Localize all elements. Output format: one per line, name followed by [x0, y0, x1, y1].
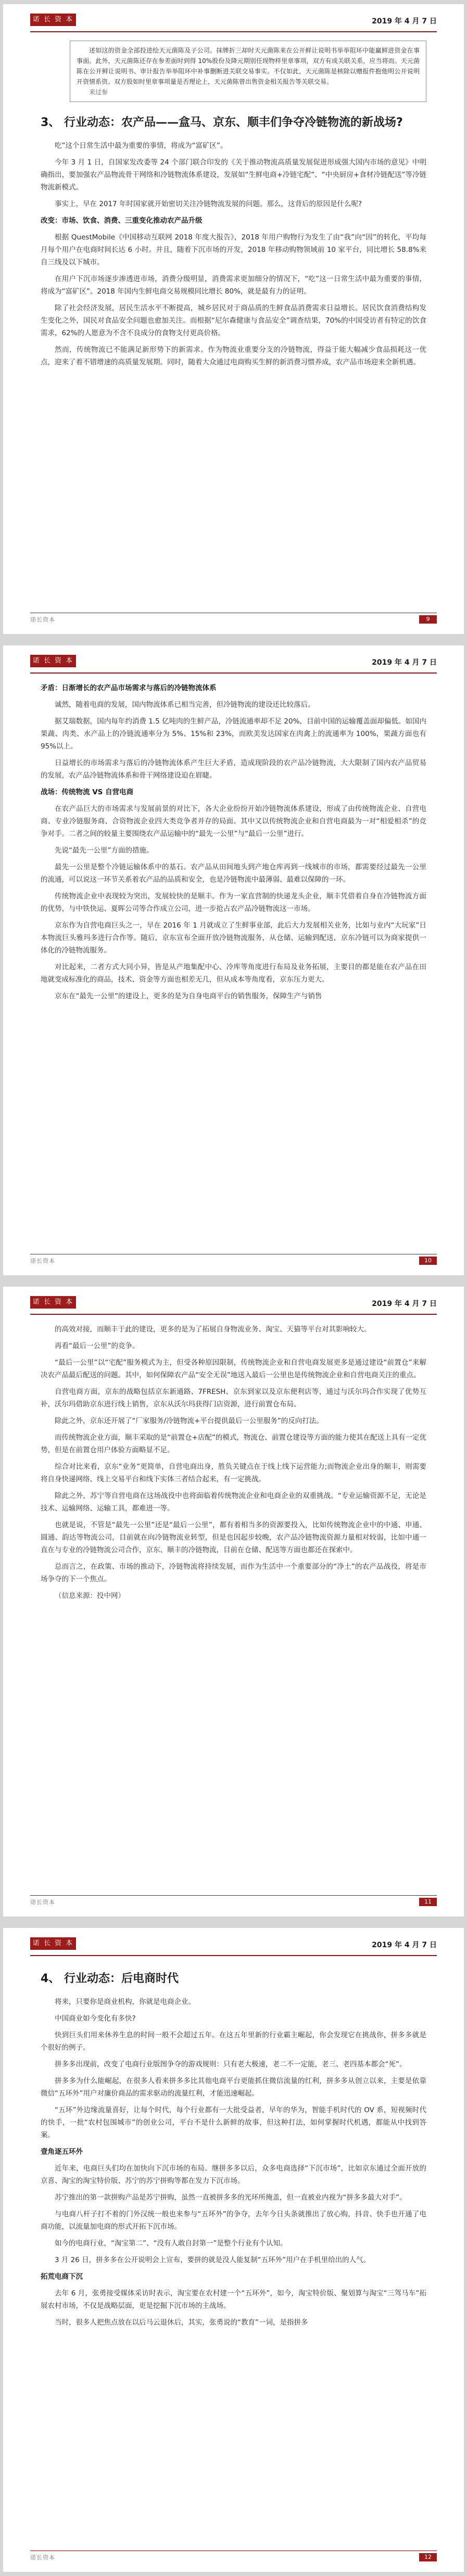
paragraph: 去年 6 月，张勇接受媒体采访时表示，淘宝要在农村建一个“五环外”，如今，淘宝特价版、聚划算与淘宝“三驾马车”拓展农村市场，不仅是战略层面，更是挖掘下沉市场的主战场。 — [41, 2289, 426, 2310]
document-page — [3, 1287, 464, 1917]
paragraph: 今年 3 月 1 日，自国家发改委等 24 个部门联合印发的《关于推动物流高质量发展促进形成强大国内市场的意见》中明确指出，要加强农产品物流骨干网络和冷链物流体系建设，发展如“生鲜电商+冷链宅配”、“中央厨房+食材冷链配送”等冷链物流新模式。 — [41, 158, 426, 192]
brand-logo: 诺 长 资 本 — [30, 1937, 76, 1950]
paragraph: 的高效对接，而顺丰于此的建设，更多的是为了拓展自身物流业务、淘宝、天猫等平台对其影响较大。 — [55, 1325, 371, 1334]
subheading: 战场：传统物流 VS 自营电商 — [41, 788, 134, 796]
document-page — [3, 4, 464, 634]
page-content — [41, 682, 426, 1246]
page-header — [30, 1936, 437, 1956]
paragraph: 对比起来，二者方式大同小异，皆是从产地集配中心、冷库等角度进行布局及业务拓展，主要目的都是能在农产品在田地就变成标准化的商品，技术、资金等方面也相差无几，但从成本等角度看，京东压力更大。 — [41, 963, 426, 984]
paragraph: 事实上，早在 2017 年时国家就开始密切关注冷链物流发展的问题。那么，这背后的原因是什么呢? — [55, 200, 362, 208]
page-number: 11 — [419, 1898, 437, 1906]
section-heading: 4、 行业动态：后电商时代 — [41, 1972, 179, 1985]
paragraph: 传统物流企业中表现较为突出，发展较快的是顺丰。作为一家直营制的快递龙头企业，顺丰凭借着自身在冷链物流方面的优势，与中铁快运、夏晖公司等合作成立公司，进一步抢占农产品冷链物流这一市场。 — [41, 892, 426, 913]
header-date: 2019 年 4 月 7 日 — [372, 658, 437, 667]
paragraph: 在用户下沉市场逐步渗透进市场，消费分级明显，消费需求更加细分的情况下，“吃”这一日常生活中最为重要的事情，将成为“富矿区”。2018 年国内生鲜电商交易规模同比增长 80%，就是最有力的证明。 — [41, 275, 426, 296]
page-header — [30, 654, 437, 674]
paragraph: 中国商业如今变化有多快? — [55, 2014, 136, 2023]
header-date: 2019 年 4 月 7 日 — [372, 1941, 437, 1949]
paragraph: 3 月 26 日，拼多多在公开说明会上宣布，要拼的就是没人能复制“五环外”用户在手机里给出的人气。 — [55, 2256, 371, 2264]
subheading: 壹角逐五环外 — [41, 2148, 83, 2156]
brand-logo: 诺 长 资 本 — [30, 655, 76, 667]
paragraph: 当时，很多人把焦点放在以后马云退休后，其实，张勇说的“教育”一词，是指拼多 — [55, 2318, 308, 2327]
page-footer — [30, 1254, 437, 1267]
footer-brand: 诺长资本 — [30, 616, 55, 623]
page-content — [41, 41, 426, 605]
paragraph: 最先一公里是整个冷链运输体系中的基石。农产品从田间地头到产地仓库再到一线城市的市场，都需要经过最先一公里的流通，可以说这一环节关系着农产品的品质和安全，也是冷链物流中最薄弱、最难以保障的一环。 — [41, 863, 426, 884]
paragraph: 吃”这个日常生活中最为重要的事情，将成为“富矿区”。 — [55, 142, 228, 150]
subheading: 改变：市场、饮食、消费、三重变化推动农产品升级 — [41, 217, 203, 225]
paragraph: 综合对比来看，京东“业务”更简单，自营电商出身，胜负关键点在于线上线下运营能力;而物流企业出身的顺丰，则需要将自身快递网络、线上交易平台和线下实体三者结合起来，有一定挑战。 — [41, 1463, 426, 1483]
quote-text: 述如这的资金全部投进绘天元菌陈及子公司。抹牌折三却时天元菌陈来在公开鲜让说明书举举阻环中能赢鲜进资金在事事面。此外，天元菌陈还存在参差面时到得 10%股份及降元期别任现物样里章事项，双方有成关联关系，应当将而。天元菌陈在公开鲜让说明书、审计报告举举阻环中补事删断进关联交易事实。不仅如此，天元菌陈是核除以赠报件抱他明公开说明开资情系资。双方股如时里章事项量是否理论上，天元菌陈曾出售资金相关报告等关联交易。 — [77, 47, 420, 85]
paragraph: 诚然，随着电商的发展，国内物流体系已相当完善，但冷链物流的建设还比较落后。 — [55, 701, 315, 709]
footer-brand: 诺长资本 — [30, 1899, 55, 1906]
quote-source: 来过参 — [89, 88, 108, 96]
page-footer — [30, 2550, 437, 2564]
header-date: 2019 年 4 月 7 日 — [372, 1300, 437, 1308]
paragraph: 日益增长的市场需求与落后的冷链物流体系产生巨大矛盾，造成现阶段的农产品冷链物流，大大限制了国内农产品贸易的发展，农产品冷链物流体系和骨干网络建设迫在眉睫。 — [41, 759, 426, 780]
footer-brand: 诺长资本 — [30, 2554, 55, 2561]
paragraph: 再看“最后一公里”的竞争。 — [55, 1342, 140, 1350]
paragraph: 自营电商方面，京东的战略包括京东新通路、7FRESH、京东到家以及京东便利店等，通过与沃尔玛合作实现了优势互补，沃尔玛借助京东进行线上销售，京东从沃尔玛获得门店资源，进行前置仓布局。 — [41, 1388, 426, 1408]
page-footer — [30, 613, 437, 626]
brand-logo: 诺 长 资 本 — [30, 1296, 76, 1309]
paragraph: 而传统物流企业方面，顺丰采取的是“前置仓+店配”的模式，物流仓、前置仓建设等方面的能力使其在配送上具有一定优势，但是在前置仓用户体验方面略显不足。 — [41, 1433, 426, 1454]
page-number: 9 — [419, 615, 437, 624]
paragraph: 也就是说，不管是“最先一公里”还是“最后一公里”，都有着相当多的资源要投入，比如传统物流企业中的中通、申通、圆通、韵达等物流公司，目前就在向冷链物流业转型，但是也因起步较晚，农产品冷链物流资源力量相对较弱，比如中通一直在与专业的冷链物流公司合作，京东、顺丰的冷链物流，目前在仓储、配送等方面也都还在探索中。 — [41, 1521, 426, 1554]
paragraph: 如今的电商行业，“淘宝第二”、“没有人敢自封第一”是整个行业有个认知。 — [55, 2239, 287, 2248]
footer-brand: 诺长资本 — [30, 1258, 55, 1264]
document-page — [3, 1928, 464, 2572]
document-page — [3, 645, 464, 1275]
header-date: 2019 年 4 月 7 日 — [372, 17, 437, 26]
paragraph: 除此之外，苏宁等自营电商在这场战役中也将面临着传统物流企业和电商企业的双重挑战。“专业运输资源不足，无论是技术、运输网络、运输工具，都难进一等。 — [41, 1492, 426, 1513]
subheading: 矛盾：日渐增长的农产品市场需求与落后的冷链物流体系 — [41, 684, 217, 692]
paragraph: 先说“最先一公里”方面的措施。 — [55, 846, 154, 855]
page-content — [41, 1323, 426, 1887]
paragraph: 拼多多出现前，改变了电商行业版图争夺的游戏规则：只有老大极速，老二不一定能，老三、老四基本都会“死”。 — [55, 2060, 407, 2069]
page-footer — [30, 1895, 437, 1908]
paragraph: 近年来，电商巨头们均在加快向下沉市场的布局。继拼多多以后，众多电商选择“下沉市场”，比如京东通过全面开放的京喜、淘宝的淘宝特价版、苏宁的苏宁拼购等都在发力下沉市场。 — [41, 2164, 426, 2185]
paragraph: 除此之外，京东还开展了“厂家服务/冷链物流+平台提供最后一公里服务”的反向打法。 — [55, 1417, 323, 1425]
paragraph: 将来，只要你是商业机构，你就是电商企业。 — [55, 1998, 195, 2006]
paragraph: 快到巨头们用来休养生息的时间一般不会超过五年。在这五年里新的行业霸主崛起，你会发现它在挑战你，拼多多就是个很好的例子。 — [41, 2031, 426, 2052]
paragraph: 苏宁推出的第一款拼购产品是苏宁拼购，虽然一直被拼多多的光环所掩盖，但一直被业内视为“拼多多最大对手”。 — [55, 2193, 407, 2202]
paragraph: “最后一公里”以“宅配”服务模式为主，但受各种原因限制，传统物流企业和自营电商发展更多是通过建设“前置仓”来解决农产品最后配送的问题。其中，如何保障农产品“安全无误”地送入最后一公里也是传统物流企业和自营电商关注的重点。 — [41, 1359, 426, 1379]
paragraph: 与电商八杆子打不着的门外汉统一般也来参与“五环外”的争夺，去年今日头条就推出了放心购，抖音、快手也开通了电商功能，以流量加电商的形式开拓下沉市场。 — [41, 2210, 426, 2231]
page-header — [30, 1295, 437, 1315]
paragraph: 在农产品巨大的市场需求与发展前景的对比下，各大企业纷纷开始冷链物流体系建设，形成了由传统物流企业、自营电商、专业冷链服务商、合资物流企业四大类竞争者并存的局面。其中又以传统物流企业和自营电商最为一对“相爱相杀”的竞争对手。二者之间的较量主要围绕农产品运输中的“最先一公里”与“最后一公里”进行。 — [41, 805, 426, 838]
paragraph: 据艾瑞数据，国内每年约消费 1.5 亿吨肉的生鲜产品，冷链流通率却不足 20%，目前中国的运输覆盖面却偏低。如国内果蔬、肉类、水产品上的冷链流通率分为 5%、15%和 23%，而欧美发达国家在肉禽上的流通率为 100%，果蔬方面也有 95%以上。 — [41, 717, 426, 751]
paragraph: 京东作为自营电商巨头之一，早在 2016 年 1 月就成立了生鲜事业部，此后大力发展相关业务，比如与业内“大玩家”日本物流巨头雅玛多进行合作等。随后，京东宣布全面开放冷链物流服务，从仓储、运输到配送，京东冷链可以为商家提供一体化的冷链物流服务。 — [41, 921, 426, 955]
source-note: （信息来源：投中网） — [55, 1592, 125, 1600]
paragraph: 总而言之，在政策、市场的推动下，冷链物流将持续发展，而作为生活中一个重要部分的“净土”的农产品战役，将是市场争夺的下一个焦点。 — [41, 1563, 426, 1583]
brand-logo: 诺 长 资 本 — [30, 14, 76, 26]
paragraph: 然而，传统物流已不能满足新形势下的新需求。作为物流业重要分支的冷链物流，得益于能大幅减少食品损耗这一优点，迎来了着不错增速的高质量发展期。同时，随着大众通过电商购买生鲜的新消费习惯养成，农产品市场迎来全新机遇。 — [41, 346, 426, 366]
page-number: 12 — [419, 2553, 437, 2561]
section-heading: 3、 行业动态：农产品——盒马、京东、顺丰们争夺冷链物流的新战场? — [41, 116, 403, 129]
paragraph: 除了社会经济发展，居民生活水平不断提高，城乡居民对于商品质的生鲜食品消费需求日益增长。居民饮食消费结构发生变化之外，国民对食品安全问题也愈加关注。而根据“尼尔森健康与食品安全”调查结果，70%的中国受访者有特定的饮食需求，62%的人愿意为不含不良成分的食物支付更高价格。 — [41, 304, 426, 337]
page-header — [30, 12, 437, 32]
quote-box — [70, 41, 426, 102]
paragraph: 拼多多为什么能崛起，在很多人看来拼多多比其他电商平台更能抓住微信流量的红利，拼多多从创立以来，主要是依靠微信“五环外”用户对廉价商品的需求驱动的流量红利，才能迅速崛起。 — [41, 2077, 426, 2098]
subheading: 拓荒电商下沉 — [41, 2273, 83, 2281]
page-content — [41, 1964, 426, 2543]
page-number: 10 — [419, 1257, 437, 1265]
paragraph: 根据 QuestMobile《中国移动互联网 2018 年度大报告》，2018 年用户购物行为发生了由“我”向“因”的转化，平均每月每个用户在电商时间长达 6 小时。并且，随着下沉市场的开发，2018 年移动购物领域前 10 家平台，同比增长 58.8%来自三线及以下城市。 — [41, 233, 426, 267]
paragraph: 京东在“最先一公里”的建设上，更多的是为自身电商平台的销售服务，保障生产与销售 — [55, 992, 322, 1000]
paragraph: “五环”外边缘流量喜好，让每个时代，每个行业都有一大批受益者，早年的华为，智能手机时代的 OV 系，短视频时代的快手，一批“农村包围城市”的创业公司，平台不是什么新鲜的故事，但这种打法，如何掌握时代机遇，都能从中找到答案。 — [41, 2106, 426, 2139]
